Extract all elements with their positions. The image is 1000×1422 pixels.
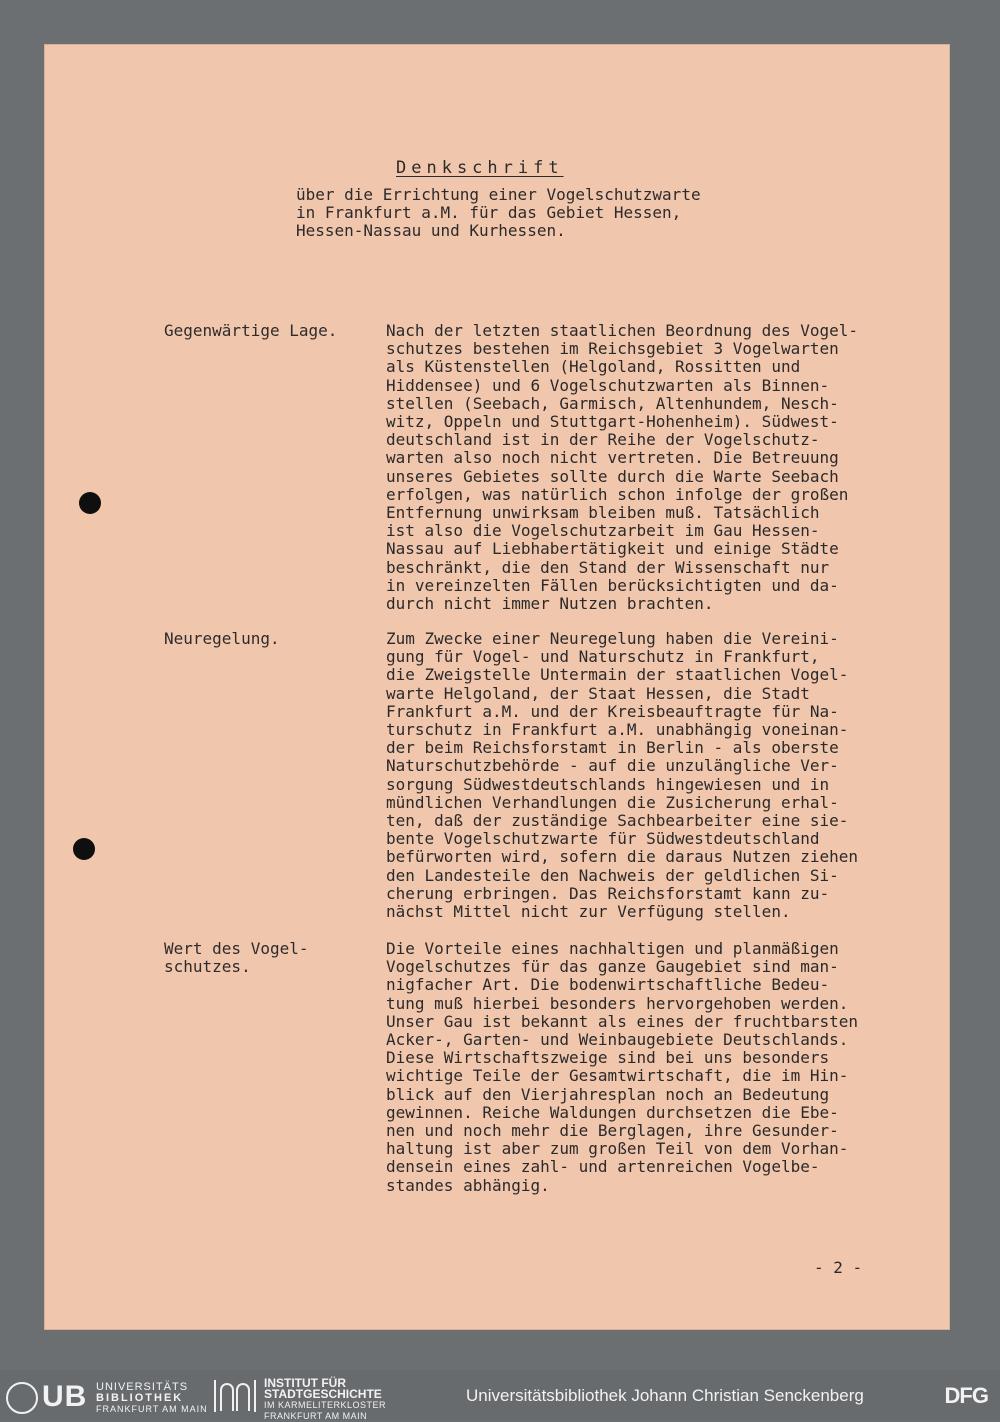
document-title: Denkschrift bbox=[396, 158, 564, 178]
institut-logo-lines bbox=[264, 1378, 386, 1422]
section-text-current-situation: Nach der letzten staatlichen Beordnung des Vogel- schutzes bestehen im Reichsgebiet 3 Vogelwarten als Küstenstellen (Helgoland, Rossitten und Hiddensee) und 6 Vogelschutzwarten als Binnen- stellen (Seebach, Garmisch, Altenhundem, Nesch- witz, Oppeln und Stuttgart-Hohenheim). Südwest- deutschland ist in der Reihe der Vogelschutz- warten also noch nicht vertreten. Die Betreuung unseres Gebietes sollte durch die Warte Seebach erfolgen, was natürlich schon infolge der großen Entfernung unwirksam bleiben muß. Tatsächlich ist also die Vogelschutzarbeit im Gau Hessen- Nassau auf Liebhabertätigkeit und einige Städte beschränkt, die den Stand der Wissenschaft nur in vereinzelten Fällen berücksichtigten und da- durch nicht immer Nutzen brachten. bbox=[386, 321, 859, 614]
ub-logo-text: UB bbox=[42, 1380, 88, 1413]
document-subtitle: über die Errichtung einer Vogelschutzwarte in Frankfurt a.M. für das Gebiet Hessen, Hessen-Nassau und Kurhessen. bbox=[296, 185, 701, 241]
ub-line2: BIBLIOTHEK bbox=[96, 1392, 184, 1404]
institut-arch-icon bbox=[214, 1380, 256, 1412]
section-label-value-bird-protection: Wert des Vogel- schutzes. bbox=[164, 939, 309, 977]
inst-line1: INSTITUT FÜR bbox=[264, 1376, 346, 1390]
inst-line4: FRANKFURT AM MAIN bbox=[264, 1411, 368, 1421]
ub-line3: FRANKFURT AM MAIN bbox=[96, 1404, 208, 1414]
dfg-logo: DFG bbox=[944, 1383, 988, 1408]
inst-line2: STADTGESCHICHTE bbox=[264, 1387, 382, 1401]
section-label-new-regulation: Neuregelung. bbox=[164, 629, 280, 648]
ub-logo-lines bbox=[96, 1382, 208, 1415]
punch-hole bbox=[73, 838, 95, 860]
section-text-value-bird-protection: Die Vorteile eines nachhaltigen und planmäßigen Vogelschutzes für das ganze Gaugebiet sind man- nigfacher Art. Die bodenwirtschaftliche Bedeu- tung muß hierbei besonders hervorgehoben werden. Unser Gau ist bekannt als eines der fruchtbarsten Acker-, Garten- und Weinbaugebiete Deutschlands. Diese Wirtschaftszweige sind bei uns besonders wichtige Teile der Gesamtwirtschaft, die im Hin- blick auf den Vierjahresplan noch an Bedeutung gewinnen. Reiche Waldungen durchsetzen die Ebe- nen und noch mehr die Berglagen, ihre Gesunder- haltung ist aber zum großen Teil von dem Vorhan- densein eines zahl- und artenreichen Vogelbe- standes abhängig. bbox=[386, 939, 859, 1195]
library-name: Universitätsbibliothek Johann Christian Senckenberg bbox=[466, 1386, 864, 1405]
inst-line3: IM KARMELITERKLOSTER bbox=[264, 1400, 387, 1410]
punch-hole bbox=[79, 492, 101, 514]
section-label-current-situation: Gegenwärtige Lage. bbox=[164, 321, 338, 340]
ub-line1: UNIVERSITÄTS bbox=[96, 1381, 189, 1393]
page-number: - 2 - bbox=[814, 1258, 863, 1277]
section-text-new-regulation: Zum Zwecke einer Neuregelung haben die Vereini- gung für Vogel- und Naturschutz in Frankfurt, die Zweigstelle Untermain der staatlichen Vogel- warte Helgoland, der Staat Hessen, die Stadt Frankfurt a.M. und der Kreisbeauftragte für Na- turschutz in Frankfurt a.M. unabhängig voneinan- der beim Reichsforstamt in Berlin - als oberste Naturschutzbehörde - auf die unzulängliche Ver- sorgung Südwestdeutschlands hingewiesen und in mündlichen Verhandlungen die Zusicherung erhal- ten, daß der zuständige Sachbearbeiter eine sie- bente Vogelschutzwarte für Südwestdeutschland befürworten wird, sofern die daraus Nutzen ziehen den Landesteile den Nachweis der geldlichen Si- cherung erbringen. Das Reichsforstamt kann zu- nächst Mittel nicht zur Verfügung stellen. bbox=[386, 629, 859, 922]
ub-seal-icon bbox=[6, 1382, 38, 1414]
footer-bar bbox=[0, 1370, 1000, 1420]
